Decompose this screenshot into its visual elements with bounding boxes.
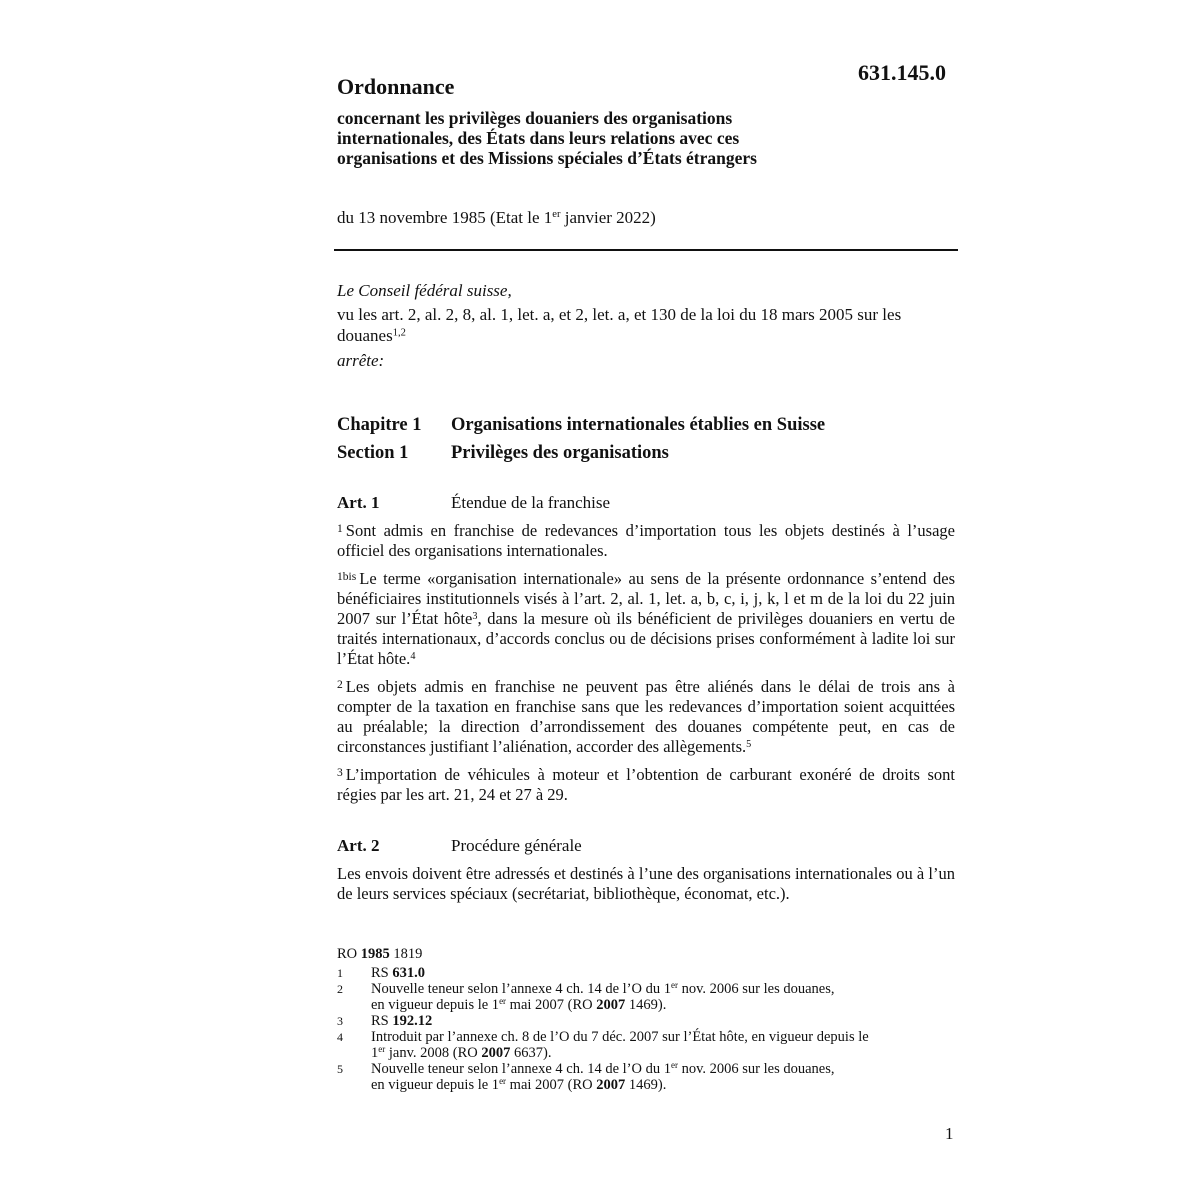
article-1-heading [337, 493, 955, 513]
paragraph-number: 1bis [337, 570, 357, 583]
sr-number: 631.145.0 [858, 60, 946, 85]
footnote: 2 Nouvelle teneur selon l’annexe 4 ch. 14 de l’O du 1er nov. 2006 sur les douanes, en vigueur depuis le 1er mai 2007 (RO 2007 1469). [337, 980, 835, 1013]
footnote-number: 5 [337, 1062, 343, 1076]
footnote-ref[interactable]: 1,2 [392, 327, 406, 339]
document-title [337, 108, 955, 168]
section-label: Section 1 [337, 443, 409, 463]
publication-source: RO 1985 1819 [337, 946, 423, 962]
footnote-number: 1 [337, 966, 343, 980]
footnote-ref[interactable]: 3 [472, 610, 478, 622]
footnote-number: 4 [337, 1030, 343, 1044]
header-divider [334, 249, 958, 251]
footnote-ref[interactable]: 4 [410, 650, 416, 662]
section-heading [337, 443, 955, 464]
footnotes [337, 946, 955, 1093]
paragraph-number: 3 [337, 766, 343, 779]
article-paragraph: $^3$ L’importation de véhicules à moteur et l’obtention de carburant exonéré de droits sont régies par les art. 21, 24 et 27 à 29. [337, 765, 955, 804]
footnote: 4 Introduit par l’annexe ch. 8 de l’O du 7 déc. 2007 sur l’État hôte, en vigueur depuis le 1er janv. 2008 (RO 2007 6637). [337, 1029, 869, 1061]
footnote: 3 RS 192.12 [337, 1013, 433, 1029]
paragraph-number: 2 [337, 678, 343, 691]
footnote-number: 3 [337, 1014, 343, 1028]
footnote-number: 2 [337, 982, 343, 996]
footnote-ref[interactable]: 5 [746, 738, 752, 750]
article-paragraph: $^2$ Les objets admis en franchise ne peuvent pas être aliénés dans le délai de trois ans à compter de la taxation en franchise sans que les redevances d’importation soient acquittées au préalable; la direction d’arrondissement des douanes compétente peut, en cas de circonstances justifiant l’aliénation, accorder des allègements.$^5$ [337, 677, 955, 756]
article-title: Étendue de la franchise [451, 493, 611, 512]
title-line: organisations et des Missions spéciales d’États étrangers [337, 148, 757, 168]
title-line: internationales, des États dans leurs relations avec ces [337, 128, 740, 148]
document-type: Ordonnance [337, 74, 455, 99]
preamble [337, 280, 955, 371]
section-title: Privilèges des organisations [451, 443, 669, 463]
footnote: 1 RS 631.0 [337, 965, 425, 981]
article-paragraph: $^{1bis}$ Le terme «organisation internationale» au sens de la présente ordonnance s’entend des bénéficiaires institutionnels visés à l’art. 2, al. 1, let. a, b, c, i, j, k, l et m de la loi du 22 juin 2007 sur l’État hôte$^3$, dans la mesure où ils bénéficient de privilèges douaniers en vertu de traités internationaux, d’accords conclus ou de décisions prises conformément à ladite loi sur l’État hôte.$^4$ [337, 569, 955, 668]
chapter-title: Organisations internationales établies en Suisse [451, 415, 826, 435]
decrees: arrête: [337, 351, 385, 370]
article-number: Art. 2 [337, 836, 380, 855]
article-title: Procédure générale [451, 836, 582, 855]
article-paragraph: $^1$ Sont admis en franchise de redevances d’importation tous les objets destinés à l’usage officiel des organisations internationales. [337, 521, 955, 560]
paragraph-number: 1 [337, 522, 343, 535]
title-line: concernant les privilèges douaniers des organisations [337, 108, 733, 128]
document-date: du 13 novembre 1985 (Etat le 1er janvier 2022) [337, 208, 656, 227]
article-2-body [337, 864, 955, 912]
article-1-body [337, 521, 955, 813]
chapter-heading [337, 415, 955, 436]
article-paragraph: Les envois doivent être adressés et destinés à l’une des organisations internationales ou à l’un de leurs services spéciaux (secrétariat, bibliothèque, économat, etc.). [337, 864, 955, 903]
considering-clause: vu les art. 2, al. 2, 8, al. 1, let. a, et 2, let. a, et 130 de la loi du 18 mars 2005 sur les douanes$^{1,2}$ [337, 305, 902, 345]
chapter-label: Chapitre 1 [337, 415, 422, 435]
page-number: 1 [945, 1124, 954, 1143]
footnote: 5 Nouvelle teneur selon l’annexe 4 ch. 14 de l’O du 1er nov. 2006 sur les douanes, en vigueur depuis le 1er mai 2007 (RO 2007 1469). [337, 1060, 835, 1093]
article-number: Art. 1 [337, 493, 380, 512]
issuer: Le Conseil fédéral suisse, [337, 281, 512, 300]
article-2-heading [337, 836, 955, 856]
